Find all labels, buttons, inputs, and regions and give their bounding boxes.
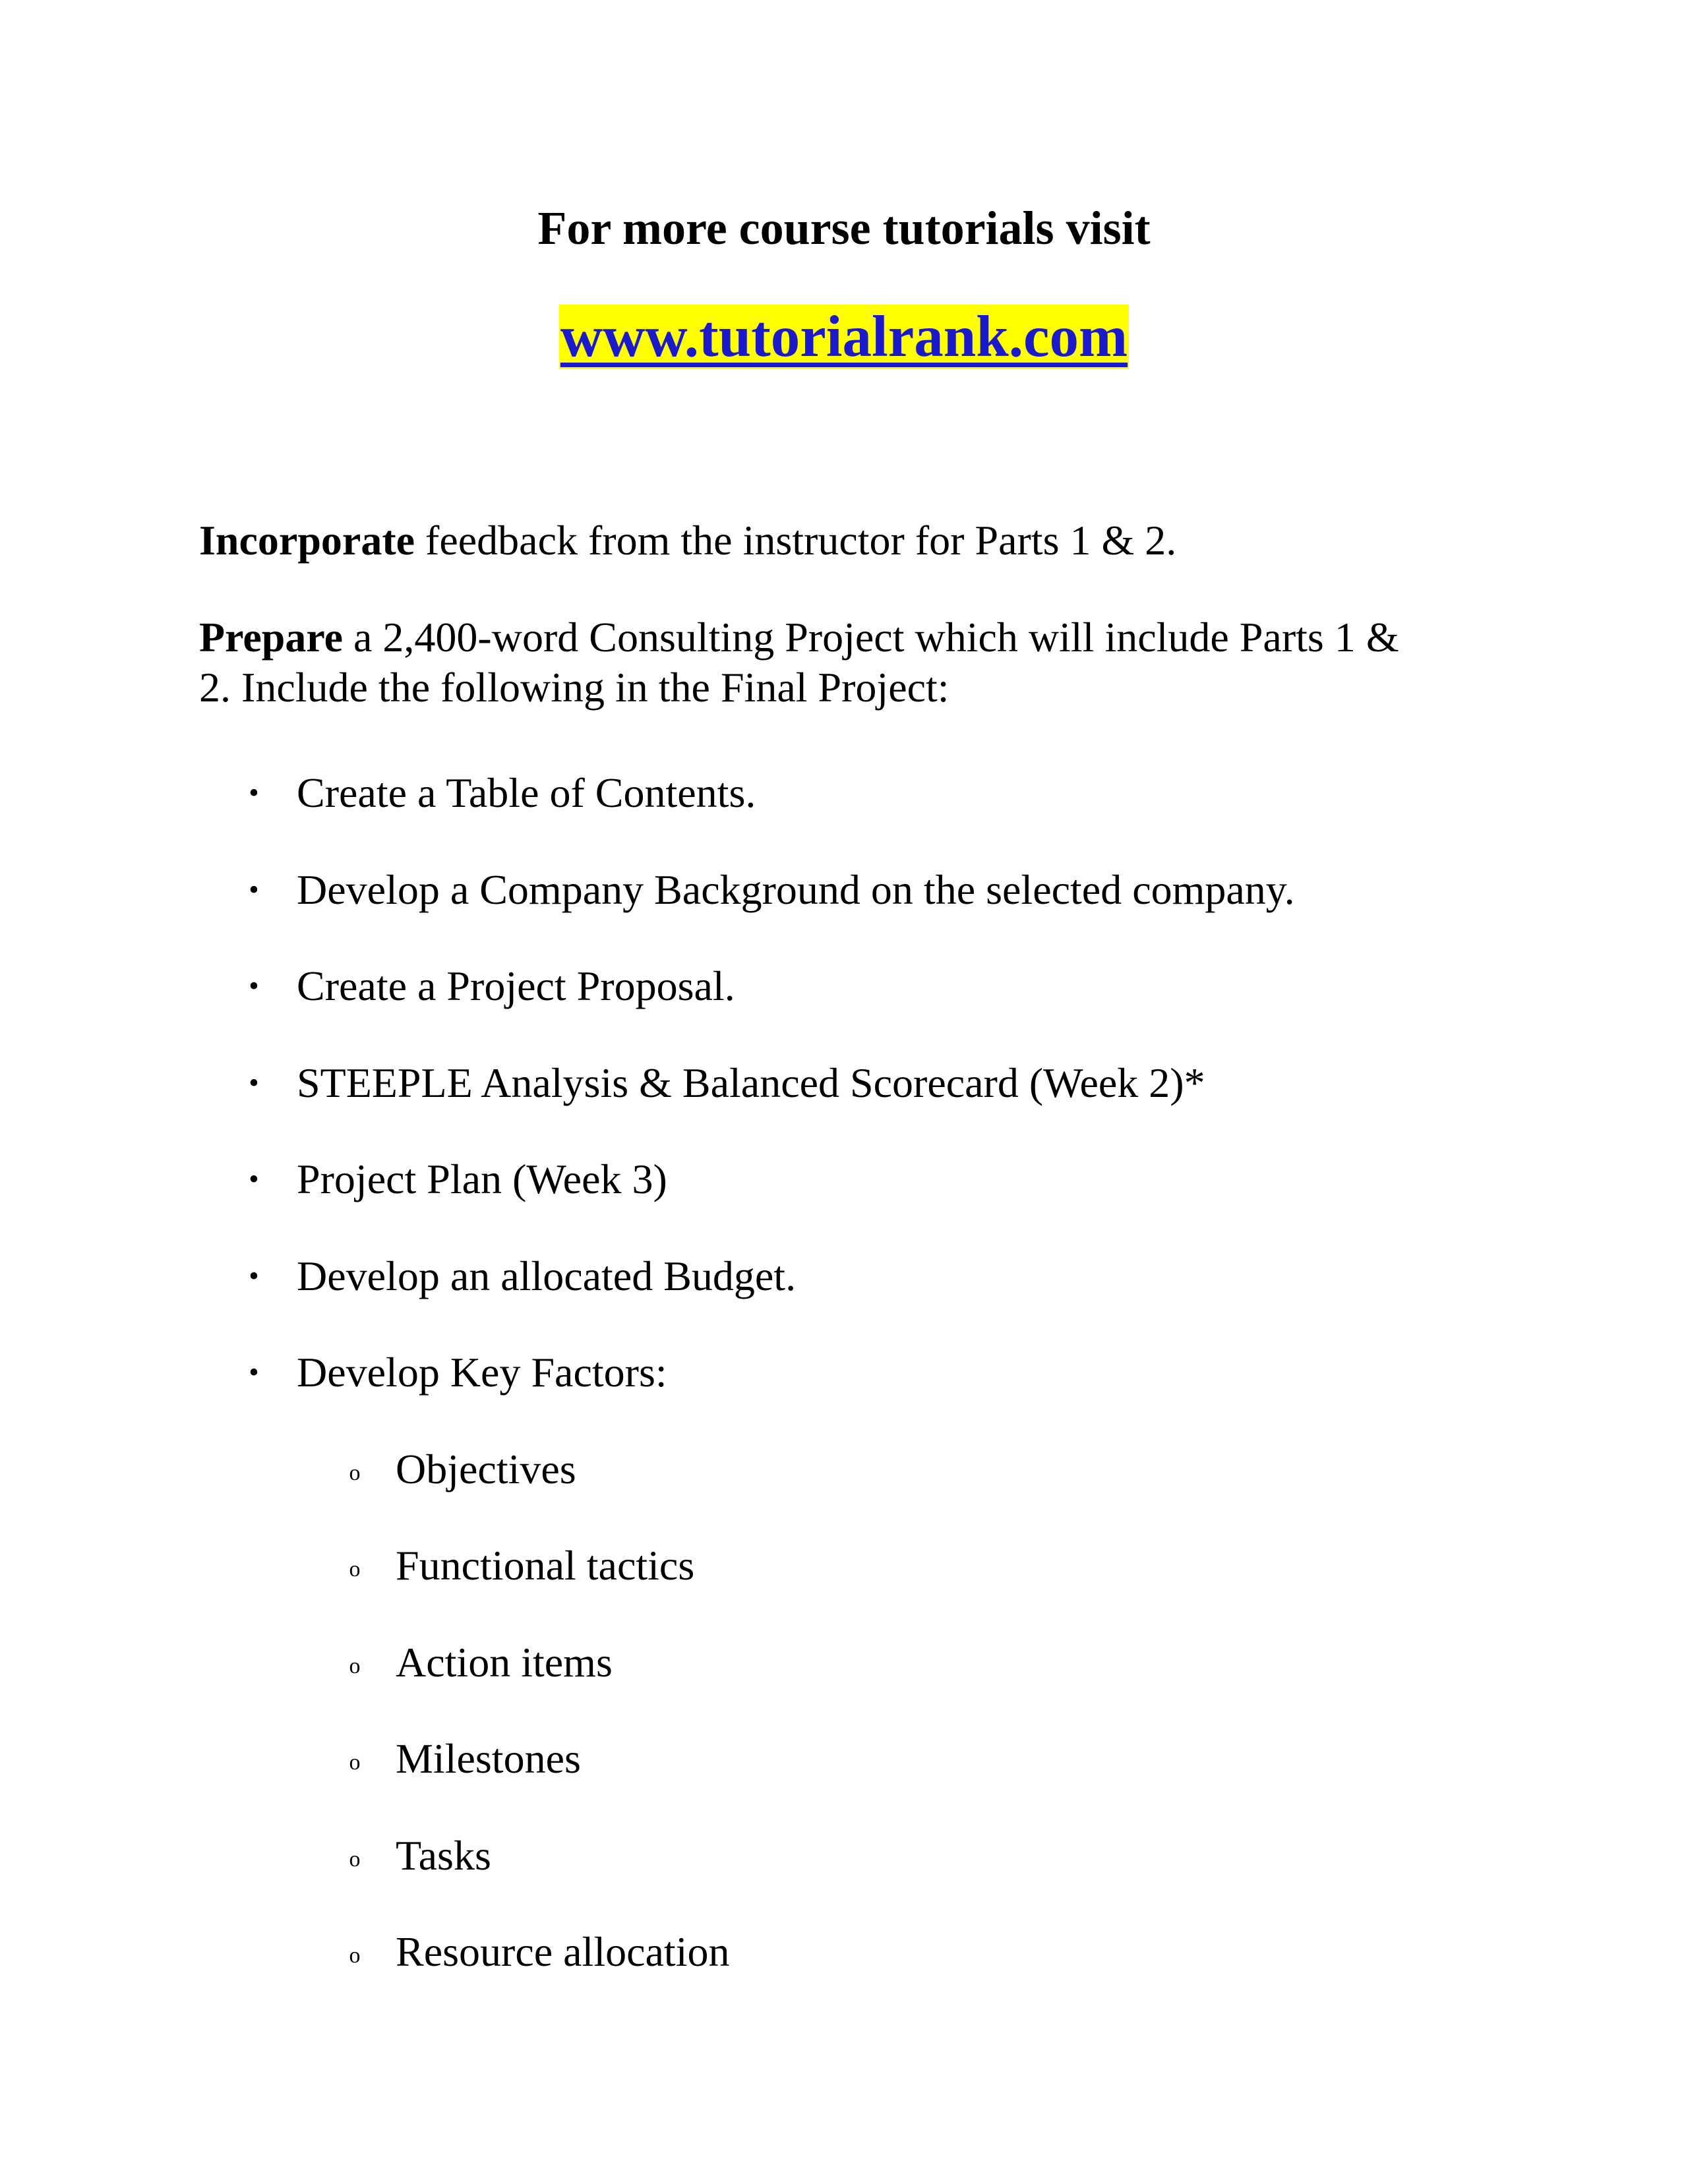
bullet-icon: • xyxy=(249,1163,259,1195)
sub-list-item: Milestones xyxy=(396,1735,581,1782)
paragraph-prepare-text-line1: a 2,400-word Consulting Project which will include Parts 1 & xyxy=(343,614,1399,661)
list-item: STEEPLE Analysis & Balanced Scorecard (Week 2)* xyxy=(297,1059,1205,1106)
bullet-icon: • xyxy=(249,873,259,906)
list-item: Project Plan (Week 3) xyxy=(297,1156,667,1202)
sub-bullet-icon: o xyxy=(349,1557,361,1581)
sub-list-item: Objectives xyxy=(396,1446,576,1492)
sub-bullet-icon: o xyxy=(349,1654,361,1678)
sub-bullet-icon: o xyxy=(349,1750,361,1775)
bullet-icon: • xyxy=(249,970,259,1002)
list-item: Create a Table of Contents. xyxy=(297,769,756,816)
list-item: Develop an allocated Budget. xyxy=(297,1253,797,1299)
sub-list-item: Tasks xyxy=(396,1832,491,1879)
bullet-icon: • xyxy=(249,1356,259,1388)
paragraph-prepare-bold: Prepare xyxy=(199,614,343,661)
sub-list-item: Action items xyxy=(396,1639,613,1686)
bullet-icon: • xyxy=(249,1067,259,1099)
list-item: Develop Key Factors: xyxy=(297,1349,667,1396)
list-item: Create a Project Proposal. xyxy=(297,962,735,1009)
paragraph-prepare-text-line2: 2. Include the following in the Final Project: xyxy=(199,664,950,711)
paragraph-incorporate-text: feedback from the instructor for Parts 1 & 2. xyxy=(415,517,1177,564)
paragraph-incorporate-bold: Incorporate xyxy=(199,517,415,564)
header-title: For more course tutorials visit xyxy=(537,202,1151,254)
sub-bullet-icon: o xyxy=(349,1943,361,1968)
list-item: Develop a Company Background on the selected company. xyxy=(297,866,1295,913)
sub-list-item: Functional tactics xyxy=(396,1542,695,1589)
bullet-icon: • xyxy=(249,1260,259,1292)
bullet-icon: • xyxy=(249,777,259,809)
sub-bullet-icon: o xyxy=(349,1847,361,1872)
sub-bullet-icon: o xyxy=(349,1461,361,1485)
sub-list-item: Resource allocation xyxy=(396,1928,730,1975)
website-link[interactable]: www.tutorialrank.com xyxy=(560,305,1128,369)
